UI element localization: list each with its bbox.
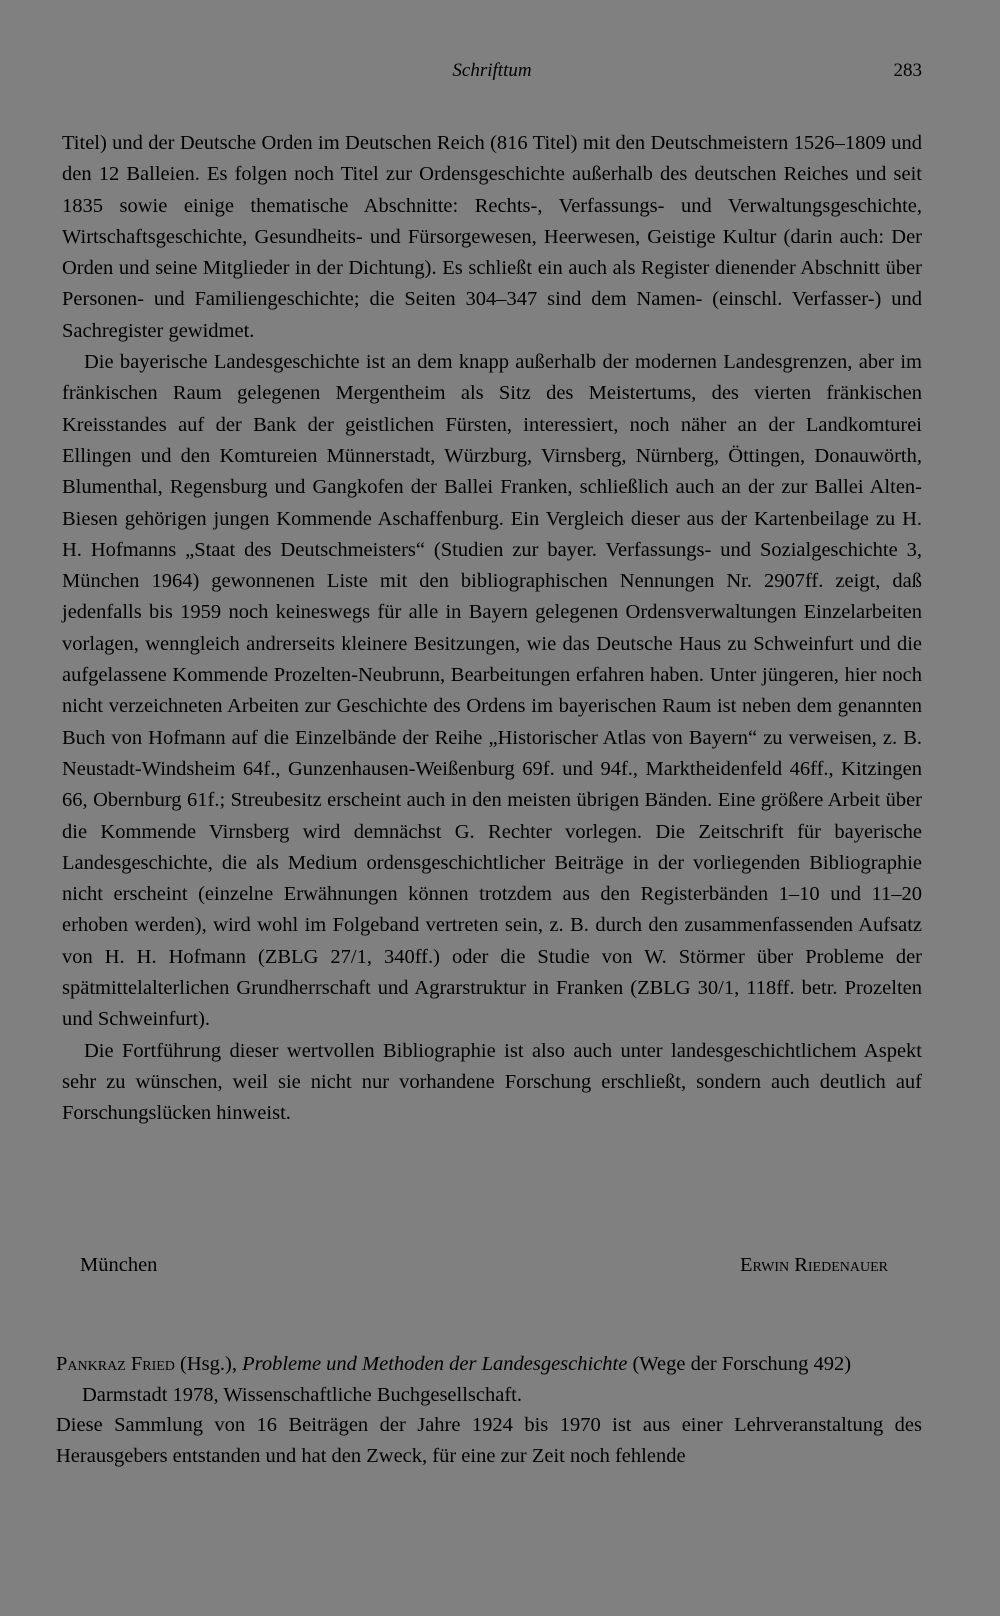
citation-editor: Pankraz Fried	[56, 1353, 175, 1375]
review-body	[62, 128, 922, 1130]
running-head-title: Schrifttum	[452, 60, 532, 81]
paragraph-continued: Titel) und der Deutsche Orden im Deutschen Reich (816 Titel) mit den Deutschmeistern 1526–1809 und den 12 Balleien. Es folgen noch Titel zur Ordensgeschichte außerhalb des deutschen Reiches und seit 1835 sowie einige thematische Abschnitte: Rechts-, Verfassungs- und Verwaltungsgeschichte, Wirtschaftsgeschichte, Gesundheits- und Fürsorgewesen, Heerwesen, Geistige Kultur (darin auch: Der Orden und seine Mitglieder in der Dichtung). Es schließt ein auch als Register dienender Abschnitt über Personen- und Familiengeschichte; die Seiten 304–347 sind dem Namen- (einschl. Verfasser-) und Sachregister gewidmet.	[62, 132, 922, 342]
citation-editor-suffix: (Hsg.),	[174, 1353, 243, 1375]
paragraph-conclusion: Die Fortführung dieser wertvollen Bibliographie ist also auch unter landesgeschichtlichem Aspekt sehr zu wünschen, weil sie nicht nur vorhandene Forschung erschließt, sondern auch deutlich auf Forschungslücken hinweist.	[62, 1039, 922, 1125]
page-number: 283	[893, 60, 922, 81]
signature-place: München	[80, 1254, 158, 1276]
running-head	[62, 60, 922, 90]
citation-line	[56, 1349, 922, 1412]
next-review-citation	[56, 1349, 922, 1412]
paragraph-bavarian-history: Die bayerische Landesgeschichte ist an dem knapp außerhalb der modernen Landesgrenzen, aber im fränkischen Raum gelegenen Mergentheim als Sitz des Meistertums, des vierten fränkischen Kreisstandes auf der Bank der geistlichen Fürsten, interessiert, noch näher an der Landkomturei Ellingen und den Komtureien Münnerstadt, Würzburg, Virnsberg, Nürnberg, Öttingen, Donauwörth, Blumenthal, Regensburg und Gangkofen der Ballei Franken, schließlich auch an der zur Ballei Alten-Biesen gehörigen jungen Kommende Aschaffenburg. Ein Vergleich dieser aus der Kartenbeilage zu H. H. Hofmanns „Staat des Deutschmeisters“ (Studien zur bayer. Verfassungs- und Sozialgeschichte 3, München 1964) gewonnenen Liste mit den bibliographischen Nennungen Nr. 2907ff. zeigt, daß jedenfalls bis 1959 noch keineswegs für alle in Bayern gelegenen Ordensverwaltungen Einzelarbeiten vorlagen, wenngleich andrerseits kleinere Besitzungen, wie das Deutsche Haus zu Schweinfurt und die aufgelassene Kommende Prozelten-Neubrunn, Bearbeitungen erfahren haben. Unter jüngeren, hier noch nicht verzeichneten Arbeiten zur Geschichte des Ordens im bayerischen Raum ist neben dem genannten Buch von Hofmann auf die Einzelbände der Reihe „Historischer Atlas von Bayern“ zu verweisen, z. B. Neustadt-Windsheim 64f., Gunzenhausen-Weißenburg 69f. und 94f., Marktheidenfeld 46ff., Kitzingen 66, Obernburg 61f.; Streubesitz erscheint auch in den meisten übrigen Bänden. Eine größere Arbeit über die Kommende Virnsberg wird demnächst G. Rechter vorlegen. Die Zeitschrift für bayerische Landesgeschichte, die als Medium ordensgeschichtlicher Beiträge in der vorliegenden Bibliographie nicht erscheint (einzelne Erwähnungen können trotzdem aus den Registerbänden 1–10 und 11–20 erhoben werden), wird wohl im Folgeband vertreten sein, z. B. durch den zusammenfassenden Aufsatz von H. H. Hofmann (ZBLG 27/1, 340ff.) oder die Studie von W. Störmer über Probleme der spätmittelalterlichen Grundherrschaft und Agrarstruktur in Franken (ZBLG 30/1, 118ff. betr. Prozelten und Schweinfurt).	[62, 351, 922, 1031]
citation-publication: (Wege der Forschung 492) Darmstadt 1978, Wissenschaftliche Buchgesellschaft.	[82, 1353, 852, 1407]
next-review-paragraph: Diese Sammlung von 16 Beiträgen der Jahre 1924 bis 1970 ist aus einer Lehrveranstaltung des Herausgebers entstanden und hat den Zweck, für eine zur Zeit noch fehlende	[56, 1414, 922, 1468]
next-review-body	[56, 1410, 922, 1473]
citation-book-title: Probleme und Methoden der Landesgeschichte	[242, 1353, 628, 1375]
signature-author: Erwin Riedenauer	[740, 1254, 888, 1276]
review-signature	[80, 1254, 888, 1286]
